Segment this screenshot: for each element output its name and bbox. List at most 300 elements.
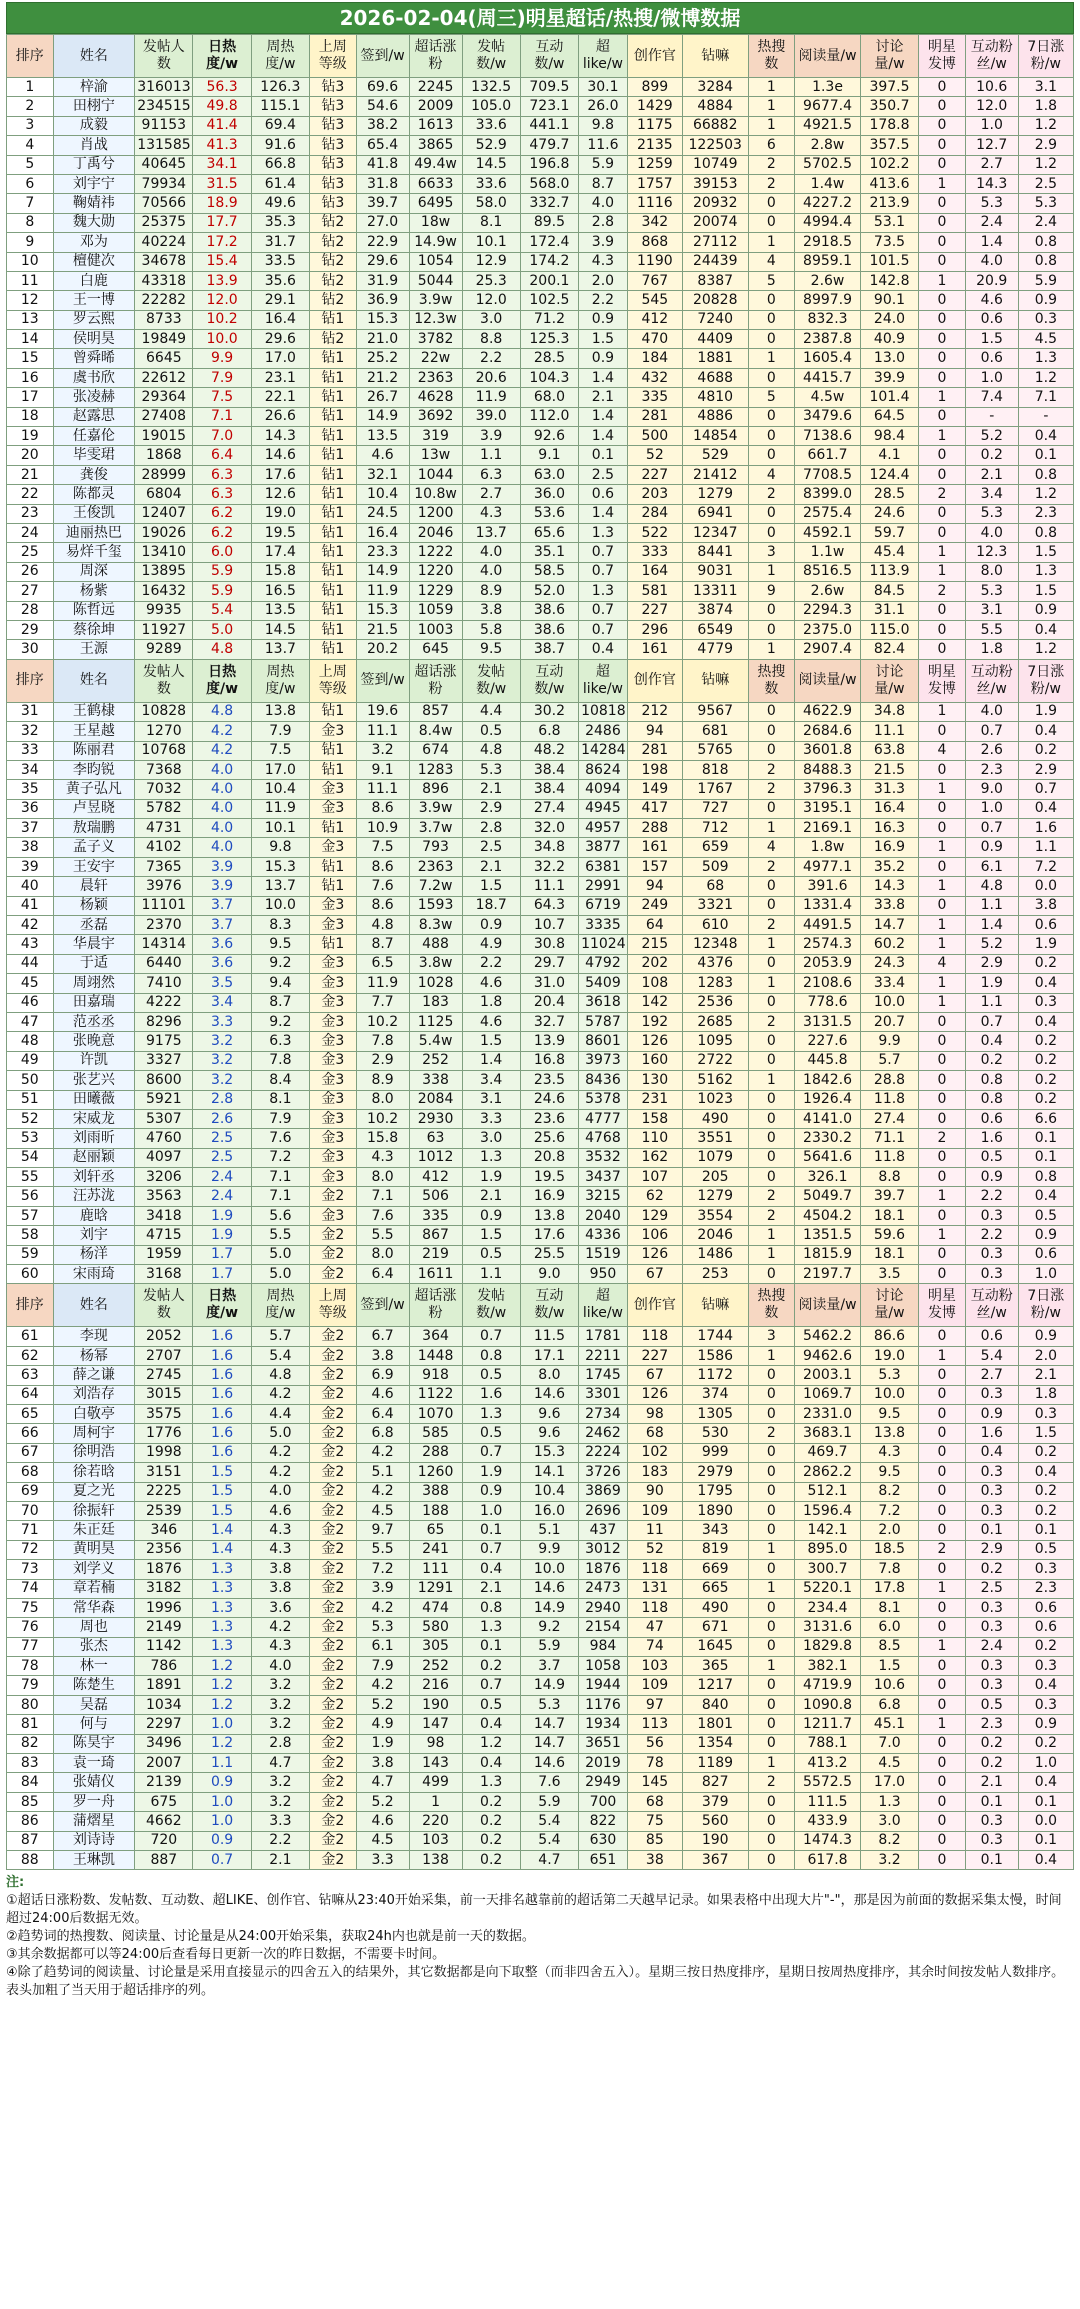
cell-interactions: 4.7 <box>520 1850 578 1869</box>
cell-rank: 23 <box>7 504 54 523</box>
cell-name: 张婧仪 <box>53 1773 135 1792</box>
cell-star-posts: 0 <box>919 136 966 155</box>
cell-name: 袁一琦 <box>53 1754 135 1773</box>
cell-weekly-heat: 17.0 <box>251 760 309 779</box>
header-creators: 创作官 <box>627 1284 682 1327</box>
cell-posters: 1034 <box>135 1695 193 1714</box>
cell-weekly-heat: 16.5 <box>251 582 309 601</box>
cell-creators: 113 <box>627 1715 682 1734</box>
cell-rank: 26 <box>7 562 54 581</box>
cell-name: 徐若晗 <box>53 1463 135 1482</box>
cell-daily-heat: 5.0 <box>193 620 251 639</box>
cell-posters: 4222 <box>135 993 193 1012</box>
cell-posters: 2007 <box>135 1754 193 1773</box>
cell-weekly-heat: 4.3 <box>251 1521 309 1540</box>
cell-last-level: 钻1 <box>309 446 356 465</box>
header-reads: 阅读量/w <box>795 35 861 78</box>
cell-posters: 3151 <box>135 1463 193 1482</box>
cell-posters: 22282 <box>135 291 193 310</box>
cell-daily-heat: 31.5 <box>193 174 251 193</box>
cell-interactions: 5.1 <box>520 1521 578 1540</box>
cell-discussions: 7.0 <box>860 1734 918 1753</box>
cell-interact-fans: 5.3 <box>965 504 1018 523</box>
header-interact-fans: 互动粉丝/w <box>965 35 1018 78</box>
cell-name: 罗云熙 <box>53 310 135 329</box>
cell-star-posts: 0 <box>919 465 966 484</box>
cell-rank: 64 <box>7 1385 54 1404</box>
table-row <box>7 78 1074 97</box>
cell-interact-fans: 0.1 <box>965 1792 1018 1811</box>
cell-star-posts: 0 <box>919 1850 966 1869</box>
cell-star-posts: 0 <box>919 1051 966 1070</box>
cell-creators: 231 <box>627 1090 682 1109</box>
cell-reads: 391.6 <box>795 877 861 896</box>
cell-creators: 67 <box>627 1265 682 1284</box>
cell-creators: 522 <box>627 523 682 542</box>
cell-diamonds: 1279 <box>682 485 748 504</box>
cell-super-like: 2462 <box>579 1424 628 1443</box>
cell-weekly-heat: 4.7 <box>251 1754 309 1773</box>
cell-checkin: 4.7 <box>356 1773 409 1792</box>
table-row <box>7 1792 1074 1811</box>
cell-name: 夏之光 <box>53 1482 135 1501</box>
cell-name: 黄子弘凡 <box>53 780 135 799</box>
header-star-posts: 明星发博 <box>919 1284 966 1327</box>
cell-reads: 4592.1 <box>795 523 861 542</box>
cell-name: 王琳凯 <box>53 1850 135 1869</box>
cell-fans-gain: 252 <box>409 1051 462 1070</box>
cell-weekly-heat: 4.2 <box>251 1618 309 1637</box>
cell-posters: 2297 <box>135 1715 193 1734</box>
table-row <box>7 760 1074 779</box>
cell-star-posts: 0 <box>919 330 966 349</box>
cell-last-level: 金2 <box>309 1501 356 1520</box>
cell-fans-gain: 488 <box>409 935 462 954</box>
cell-daily-heat: 1.9 <box>193 1206 251 1225</box>
cell-creators: 103 <box>627 1657 682 1676</box>
cell-interact-fans: 0.2 <box>965 1560 1018 1579</box>
cell-name: 易烊千玺 <box>53 543 135 562</box>
cell-super-like: 2154 <box>579 1618 628 1637</box>
cell-fans-gain: 3.7w <box>409 819 462 838</box>
cell-creators: 85 <box>627 1831 682 1850</box>
table-row <box>7 543 1074 562</box>
cell-diamonds: 3284 <box>682 78 748 97</box>
page-title: 2026-02-04(周三)明星超话/热搜/微博数据 <box>6 2 1074 34</box>
cell-star-posts: 0 <box>919 896 966 915</box>
cell-interact-fans: 0.3 <box>965 1245 1018 1264</box>
cell-interactions: 200.1 <box>520 271 578 290</box>
cell-daily-heat: 41.4 <box>193 116 251 135</box>
table-row <box>7 330 1074 349</box>
cell-weekly-heat: 10.1 <box>251 819 309 838</box>
cell-interactions: 14.9 <box>520 1598 578 1617</box>
cell-interact-fans: 7.4 <box>965 388 1018 407</box>
cell-hot-search: 2 <box>748 780 795 799</box>
cell-name: 王安宇 <box>53 857 135 876</box>
table-row <box>7 1521 1074 1540</box>
cell-star-posts: 0 <box>919 1090 966 1109</box>
cell-posts: 3.0 <box>462 310 520 329</box>
cell-checkin: 23.3 <box>356 543 409 562</box>
cell-reads: 2169.1 <box>795 819 861 838</box>
cell-fans-gain: 474 <box>409 1598 462 1617</box>
cell-name: 田嘉瑞 <box>53 993 135 1012</box>
cell-weekly-heat: 4.2 <box>251 1463 309 1482</box>
cell-star-posts: 1 <box>919 974 966 993</box>
cell-name: 毕雯珺 <box>53 446 135 465</box>
cell-checkin: 24.5 <box>356 504 409 523</box>
cell-interactions: 8.0 <box>520 1366 578 1385</box>
cell-weekly-heat: 29.6 <box>251 330 309 349</box>
cell-posts: 1.8 <box>462 993 520 1012</box>
cell-posters: 3168 <box>135 1265 193 1284</box>
cell-name: 鹿晗 <box>53 1206 135 1225</box>
cell-reads: 445.8 <box>795 1051 861 1070</box>
cell-posters: 1776 <box>135 1424 193 1443</box>
note-1: ①超话日涨粉数、发帖数、互动数、超LIKE、创作官、钻嘛从23:40开始采集，前一天排名越靠前的超话第二天越早记录。如果表格中出现大片"-"，那是因为前面的数据采集太慢，时间超过24:00后数据无效。 <box>6 1893 1062 1927</box>
cell-checkin: 15.3 <box>356 601 409 620</box>
cell-fans-gain: 103 <box>409 1831 462 1850</box>
cell-rank: 47 <box>7 1012 54 1031</box>
cell-weekly-fans: 6.6 <box>1018 1109 1073 1128</box>
cell-weekly-heat: 12.6 <box>251 485 309 504</box>
cell-super-like: 9.8 <box>579 116 628 135</box>
cell-weekly-heat: 5.0 <box>251 1245 309 1264</box>
cell-hot-search: 2 <box>748 760 795 779</box>
cell-interact-fans: 5.2 <box>965 935 1018 954</box>
header-interactions: 互动数/w <box>520 35 578 78</box>
table-row <box>7 1482 1074 1501</box>
cell-weekly-heat: 3.6 <box>251 1598 309 1617</box>
cell-super-like: 0.4 <box>579 640 628 659</box>
cell-posts: 2.2 <box>462 954 520 973</box>
cell-diamonds: 27112 <box>682 233 748 252</box>
cell-diamonds: 1354 <box>682 1734 748 1753</box>
table-row <box>7 819 1074 838</box>
cell-creators: 183 <box>627 1463 682 1482</box>
cell-discussions: 17.8 <box>860 1579 918 1598</box>
cell-weekly-heat: 7.5 <box>251 741 309 760</box>
cell-super-like: 0.9 <box>579 310 628 329</box>
cell-creators: 129 <box>627 1206 682 1225</box>
cell-weekly-fans: 0.4 <box>1018 1012 1073 1031</box>
cell-daily-heat: 4.0 <box>193 760 251 779</box>
cell-diamonds: 665 <box>682 1579 748 1598</box>
table-row <box>7 368 1074 387</box>
cell-daily-heat: 15.4 <box>193 252 251 271</box>
cell-diamonds: 1189 <box>682 1754 748 1773</box>
cell-interactions: 102.5 <box>520 291 578 310</box>
cell-creators: 131 <box>627 1579 682 1598</box>
cell-reads: 2918.5 <box>795 233 861 252</box>
table-row <box>7 1831 1074 1850</box>
cell-last-level: 钻1 <box>309 877 356 896</box>
cell-daily-heat: 1.5 <box>193 1501 251 1520</box>
cell-interact-fans: 0.3 <box>965 1831 1018 1850</box>
cell-discussions: 142.8 <box>860 271 918 290</box>
cell-discussions: 5.7 <box>860 1051 918 1070</box>
header-posters: 发帖人数 <box>135 35 193 78</box>
cell-interactions: 89.5 <box>520 213 578 232</box>
cell-weekly-fans: 0.9 <box>1018 291 1073 310</box>
cell-posts: 0.2 <box>462 1657 520 1676</box>
cell-name: 刘宇宁 <box>53 174 135 193</box>
cell-reads: 382.1 <box>795 1657 861 1676</box>
cell-creators: 184 <box>627 349 682 368</box>
cell-fans-gain: 18w <box>409 213 462 232</box>
cell-weekly-heat: 15.8 <box>251 562 309 581</box>
cell-interact-fans: 20.9 <box>965 271 1018 290</box>
cell-posters: 27408 <box>135 407 193 426</box>
cell-posts: 1.0 <box>462 1501 520 1520</box>
cell-posters: 11101 <box>135 896 193 915</box>
cell-diamonds: 1744 <box>682 1327 748 1346</box>
cell-last-level: 金3 <box>309 974 356 993</box>
cell-reads: 9462.6 <box>795 1346 861 1365</box>
header-name: 姓名 <box>53 1284 135 1327</box>
cell-super-like: 0.7 <box>579 620 628 639</box>
cell-posts: 8.9 <box>462 582 520 601</box>
cell-creators: 109 <box>627 1501 682 1520</box>
cell-hot-search: 4 <box>748 465 795 484</box>
cell-interactions: 30.8 <box>520 935 578 954</box>
cell-posts: 105.0 <box>462 97 520 116</box>
cell-rank: 27 <box>7 582 54 601</box>
cell-posters: 3327 <box>135 1051 193 1070</box>
cell-discussions: 8.2 <box>860 1482 918 1501</box>
cell-creators: 102 <box>627 1443 682 1462</box>
cell-star-posts: 0 <box>919 233 966 252</box>
cell-weekly-fans: 0.0 <box>1018 1812 1073 1831</box>
cell-creators: 107 <box>627 1168 682 1187</box>
cell-creators: 68 <box>627 1792 682 1811</box>
cell-daily-heat: 1.3 <box>193 1579 251 1598</box>
cell-creators: 335 <box>627 388 682 407</box>
cell-star-posts: 0 <box>919 407 966 426</box>
cell-discussions: 4.5 <box>860 1754 918 1773</box>
cell-hot-search: 1 <box>748 1226 795 1245</box>
cell-hot-search: 0 <box>748 1090 795 1109</box>
cell-discussions: 20.7 <box>860 1012 918 1031</box>
cell-super-like: 2224 <box>579 1443 628 1462</box>
cell-reads: 5572.5 <box>795 1773 861 1792</box>
cell-interact-fans: 2.7 <box>965 1366 1018 1385</box>
cell-interactions: 34.8 <box>520 838 578 857</box>
cell-interact-fans: 0.7 <box>965 1012 1018 1031</box>
cell-hot-search: 2 <box>748 857 795 876</box>
cell-daily-heat: 1.0 <box>193 1792 251 1811</box>
cell-fans-gain: 12.3w <box>409 310 462 329</box>
cell-fans-gain: 111 <box>409 1560 462 1579</box>
cell-last-level: 金3 <box>309 1129 356 1148</box>
cell-weekly-heat: 17.6 <box>251 465 309 484</box>
cell-reads: 1351.5 <box>795 1226 861 1245</box>
cell-rank: 18 <box>7 407 54 426</box>
cell-name: 虞书欣 <box>53 368 135 387</box>
cell-weekly-fans: 0.8 <box>1018 233 1073 252</box>
cell-rank: 84 <box>7 1773 54 1792</box>
cell-posts: 6.3 <box>462 465 520 484</box>
cell-discussions: 86.6 <box>860 1327 918 1346</box>
cell-posters: 4760 <box>135 1129 193 1148</box>
cell-checkin: 9.1 <box>356 760 409 779</box>
cell-last-level: 钻1 <box>309 640 356 659</box>
cell-rank: 34 <box>7 760 54 779</box>
cell-reads: 142.1 <box>795 1521 861 1540</box>
cell-interactions: 9.0 <box>520 1265 578 1284</box>
cell-discussions: 357.5 <box>860 136 918 155</box>
cell-hot-search: 2 <box>748 1187 795 1206</box>
cell-star-posts: 0 <box>919 194 966 213</box>
cell-fans-gain: 867 <box>409 1226 462 1245</box>
cell-rank: 88 <box>7 1850 54 1869</box>
cell-interactions: 24.6 <box>520 1090 578 1109</box>
table-row <box>7 1676 1074 1695</box>
table-row <box>7 741 1074 760</box>
cell-super-like: 2.2 <box>579 291 628 310</box>
cell-last-level: 金2 <box>309 1424 356 1443</box>
cell-daily-heat: 3.2 <box>193 1051 251 1070</box>
cell-interact-fans: 0.3 <box>965 1676 1018 1695</box>
cell-interact-fans: 12.3 <box>965 543 1018 562</box>
cell-star-posts: 2 <box>919 1129 966 1148</box>
cell-posts: 0.5 <box>462 1424 520 1443</box>
cell-discussions: 4.1 <box>860 446 918 465</box>
cell-creators: 417 <box>627 799 682 818</box>
cell-star-posts: 0 <box>919 97 966 116</box>
header-interactions: 互动数/w <box>520 659 578 702</box>
cell-interactions: 14.7 <box>520 1734 578 1753</box>
cell-interact-fans: 0.3 <box>965 1812 1018 1831</box>
cell-posts: 1.5 <box>462 1032 520 1051</box>
cell-diamonds: 3874 <box>682 601 748 620</box>
cell-last-level: 金2 <box>309 1443 356 1462</box>
cell-discussions: 98.4 <box>860 427 918 446</box>
cell-weekly-heat: 35.6 <box>251 271 309 290</box>
cell-fans-gain: 5044 <box>409 271 462 290</box>
cell-discussions: 8.1 <box>860 1598 918 1617</box>
cell-discussions: 18.5 <box>860 1540 918 1559</box>
cell-diamonds: 68 <box>682 877 748 896</box>
cell-diamonds: 5162 <box>682 1071 748 1090</box>
cell-star-posts: 0 <box>919 1032 966 1051</box>
cell-discussions: 21.5 <box>860 760 918 779</box>
table-row <box>7 1032 1074 1051</box>
cell-reads: 7708.5 <box>795 465 861 484</box>
cell-reads: 8997.9 <box>795 291 861 310</box>
cell-discussions: 115.0 <box>860 620 918 639</box>
cell-diamonds: 727 <box>682 799 748 818</box>
cell-interactions: 10.4 <box>520 1482 578 1501</box>
cell-fans-gain: 3.9w <box>409 291 462 310</box>
table-row <box>7 838 1074 857</box>
cell-creators: 52 <box>627 446 682 465</box>
cell-posters: 9289 <box>135 640 193 659</box>
cell-interact-fans: 5.5 <box>965 620 1018 639</box>
cell-creators: 106 <box>627 1226 682 1245</box>
cell-rank: 40 <box>7 877 54 896</box>
table-row <box>7 1579 1074 1598</box>
cell-discussions: 19.0 <box>860 1346 918 1365</box>
header-creators: 创作官 <box>627 35 682 78</box>
cell-discussions: 101.4 <box>860 388 918 407</box>
cell-super-like: 1.4 <box>579 504 628 523</box>
cell-last-level: 钻3 <box>309 174 356 193</box>
cell-interact-fans: 8.0 <box>965 562 1018 581</box>
cell-name: 刘浩存 <box>53 1385 135 1404</box>
cell-super-like: 4094 <box>579 780 628 799</box>
cell-star-posts: 0 <box>919 155 966 174</box>
cell-interact-fans: 3.1 <box>965 601 1018 620</box>
cell-interactions: 36.0 <box>520 485 578 504</box>
table-row <box>7 974 1074 993</box>
cell-interact-fans: 0.9 <box>965 1168 1018 1187</box>
table-row <box>7 702 1074 721</box>
cell-daily-heat: 7.0 <box>193 427 251 446</box>
cell-name: 赵丽颖 <box>53 1148 135 1167</box>
header-posts: 发帖数/w <box>462 659 520 702</box>
cell-interactions: 28.5 <box>520 349 578 368</box>
cell-daily-heat: 4.2 <box>193 722 251 741</box>
cell-rank: 85 <box>7 1792 54 1811</box>
cell-last-level: 金2 <box>309 1265 356 1284</box>
cell-name: 李现 <box>53 1327 135 1346</box>
cell-star-posts: 0 <box>919 1265 966 1284</box>
cell-reads: 469.7 <box>795 1443 861 1462</box>
cell-checkin: 14.9 <box>356 562 409 581</box>
header-posts: 发帖数/w <box>462 1284 520 1327</box>
cell-daily-heat: 3.7 <box>193 896 251 915</box>
cell-last-level: 金2 <box>309 1637 356 1656</box>
cell-name: 卢昱晓 <box>53 799 135 818</box>
cell-posters: 13895 <box>135 562 193 581</box>
cell-fans-gain: 1220 <box>409 562 462 581</box>
cell-fans-gain: 3865 <box>409 136 462 155</box>
table-row <box>7 857 1074 876</box>
cell-weekly-fans: 1.2 <box>1018 640 1073 659</box>
cell-checkin: 5.1 <box>356 1463 409 1482</box>
cell-name: 陈昊宇 <box>53 1734 135 1753</box>
cell-daily-heat: 1.6 <box>193 1405 251 1424</box>
cell-creators: 470 <box>627 330 682 349</box>
cell-super-like: 2.1 <box>579 388 628 407</box>
cell-weekly-heat: 9.2 <box>251 1012 309 1031</box>
cell-super-like: 1.3 <box>579 523 628 542</box>
cell-posters: 3496 <box>135 1734 193 1753</box>
cell-interact-fans: 5.2 <box>965 427 1018 446</box>
cell-fans-gain: 65 <box>409 1521 462 1540</box>
cell-creators: 227 <box>627 1346 682 1365</box>
cell-last-level: 金2 <box>309 1695 356 1714</box>
cell-posters: 675 <box>135 1792 193 1811</box>
cell-creators: 64 <box>627 916 682 935</box>
cell-last-level: 金2 <box>309 1560 356 1579</box>
cell-checkin: 4.8 <box>356 916 409 935</box>
cell-creators: 158 <box>627 1109 682 1128</box>
cell-posters: 19015 <box>135 427 193 446</box>
cell-discussions: 39.7 <box>860 1187 918 1206</box>
cell-rank: 25 <box>7 543 54 562</box>
cell-super-like: 2.8 <box>579 213 628 232</box>
cell-checkin: 7.1 <box>356 1187 409 1206</box>
cell-posters: 2149 <box>135 1618 193 1637</box>
cell-discussions: 53.1 <box>860 213 918 232</box>
cell-hot-search: 0 <box>748 523 795 542</box>
cell-interactions: 53.6 <box>520 504 578 523</box>
cell-interact-fans: 0.2 <box>965 1754 1018 1773</box>
table-row <box>7 1206 1074 1225</box>
